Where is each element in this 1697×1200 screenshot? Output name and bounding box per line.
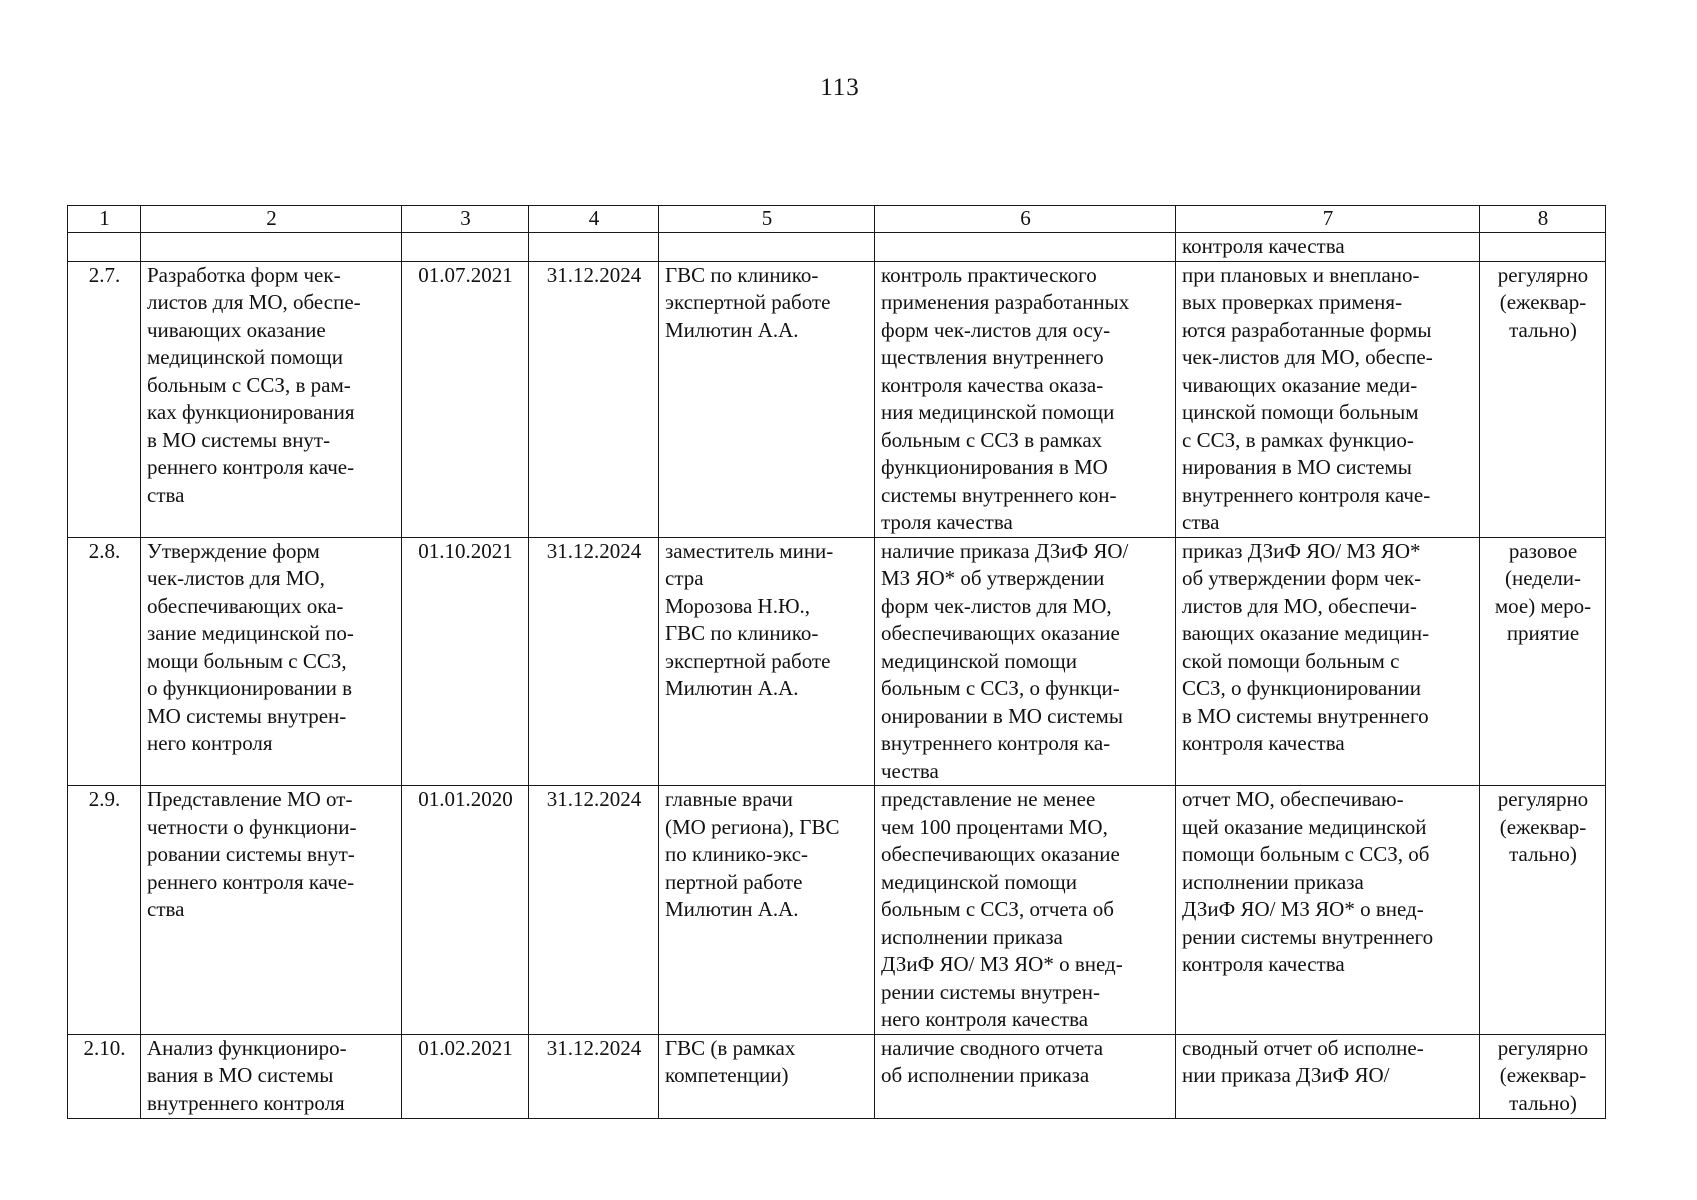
periodicity-cell: регулярно (ежеквар- тально) bbox=[1480, 786, 1606, 1035]
start-date: 01.02.2021 bbox=[402, 1034, 529, 1118]
column-number: 7 bbox=[1176, 206, 1480, 233]
table-row bbox=[68, 1034, 1606, 1118]
responsible-cell: заместитель мини- стра Морозова Н.Ю., ГВС по клинико- экспертной работе Милютин А.А. bbox=[659, 537, 875, 786]
responsible-cell: главные врачи (МО региона), ГВС по клинико-экс- пертной работе Милютин А.А. bbox=[659, 786, 875, 1035]
continuation-cell bbox=[68, 233, 141, 262]
column-number: 1 bbox=[68, 206, 141, 233]
continuation-cell bbox=[875, 233, 1176, 262]
page-number: 113 bbox=[820, 74, 860, 101]
continuation-cell bbox=[141, 233, 402, 262]
periodicity-cell: разовое (недели- мое) меро- приятие bbox=[1480, 537, 1606, 786]
column-number: 6 bbox=[875, 206, 1176, 233]
end-date: 31.12.2024 bbox=[529, 786, 659, 1035]
item-number: 2.10. bbox=[68, 1034, 141, 1118]
indicator-cell: контроль практического применения разработанных форм чек-листов для осу- ществления внутреннего контроля качества оказа- ния медицинской помощи больным с ССЗ в рамках функционирования в МО системы внутреннего кон- троля качества bbox=[875, 261, 1176, 537]
indicator-cell: представление не менее чем 100 процентами МО, обеспечивающих оказание медицинской помощи больным с ССЗ, отчета об исполнении приказа ДЗиФ ЯО/ МЗ ЯО* о внед- рении системы внутрен- него контроля качества bbox=[875, 786, 1176, 1035]
result-cell: сводный отчет об исполне- нии приказа ДЗиФ ЯО/ bbox=[1176, 1034, 1480, 1118]
task-cell: Утверждение форм чек-листов для МО, обеспечивающих ока- зание медицинской по- мощи больным с ССЗ, о функционировании в МО системы внутрен- него контроля bbox=[141, 537, 402, 786]
periodicity-cell: регулярно (ежеквар- тально) bbox=[1480, 261, 1606, 537]
column-number: 3 bbox=[402, 206, 529, 233]
column-number: 4 bbox=[529, 206, 659, 233]
start-date: 01.07.2021 bbox=[402, 261, 529, 537]
result-cell: отчет МО, обеспечиваю- щей оказание медицинской помощи больным с ССЗ, об исполнении приказа ДЗиФ ЯО/ МЗ ЯО* о внед- рении системы внутреннего контроля качества bbox=[1176, 786, 1480, 1035]
table-row bbox=[68, 537, 1606, 786]
responsible-cell: ГВС по клинико- экспертной работе Милютин А.А. bbox=[659, 261, 875, 537]
item-number: 2.7. bbox=[68, 261, 141, 537]
column-number-row bbox=[68, 206, 1606, 233]
start-date: 01.10.2021 bbox=[402, 537, 529, 786]
continuation-cell: контроля качества bbox=[1176, 233, 1480, 262]
indicator-cell: наличие приказа ДЗиФ ЯО/ МЗ ЯО* об утверждении форм чек-листов для МО, обеспечивающих оказание медицинской помощи больным с ССЗ, о функци- онировании в МО системы внутреннего контроля ка- чества bbox=[875, 537, 1176, 786]
continuation-row bbox=[68, 233, 1606, 262]
table-row bbox=[68, 261, 1606, 537]
result-cell: при плановых и внеплано- вых проверках применя- ются разработанные формы чек-листов для МО, обеспе- чивающих оказание меди- цинской помощи больным с ССЗ, в рамках функцио- нирования в МО системы внутреннего контроля каче- ства bbox=[1176, 261, 1480, 537]
continuation-cell bbox=[402, 233, 529, 262]
end-date: 31.12.2024 bbox=[529, 537, 659, 786]
task-cell: Анализ функциониро- вания в МО системы внутреннего контроля bbox=[141, 1034, 402, 1118]
continuation-cell bbox=[529, 233, 659, 262]
end-date: 31.12.2024 bbox=[529, 1034, 659, 1118]
table-row bbox=[68, 786, 1606, 1035]
column-number: 8 bbox=[1480, 206, 1606, 233]
item-number: 2.8. bbox=[68, 537, 141, 786]
responsible-cell: ГВС (в рамках компетенции) bbox=[659, 1034, 875, 1118]
item-number: 2.9. bbox=[68, 786, 141, 1035]
continuation-cell bbox=[659, 233, 875, 262]
start-date: 01.01.2020 bbox=[402, 786, 529, 1035]
task-cell: Представление МО от- четности о функциони- ровании системы внут- реннего контроля каче- ства bbox=[141, 786, 402, 1035]
result-cell: приказ ДЗиФ ЯО/ МЗ ЯО* об утверждении форм чек- листов для МО, обеспечи- вающих оказание медицин- ской помощи больным с ССЗ, о функционировании в МО системы внутреннего контроля качества bbox=[1176, 537, 1480, 786]
activity-plan-table bbox=[67, 205, 1606, 1119]
end-date: 31.12.2024 bbox=[529, 261, 659, 537]
indicator-cell: наличие сводного отчета об исполнении приказа bbox=[875, 1034, 1176, 1118]
periodicity-cell: регулярно (ежеквар- тально) bbox=[1480, 1034, 1606, 1118]
column-number: 5 bbox=[659, 206, 875, 233]
column-number: 2 bbox=[141, 206, 402, 233]
continuation-cell bbox=[1480, 233, 1606, 262]
task-cell: Разработка форм чек- листов для МО, обеспе- чивающих оказание медицинской помощи больным с ССЗ, в рам- ках функционирования в МО системы внут- реннего контроля каче- ства bbox=[141, 261, 402, 537]
